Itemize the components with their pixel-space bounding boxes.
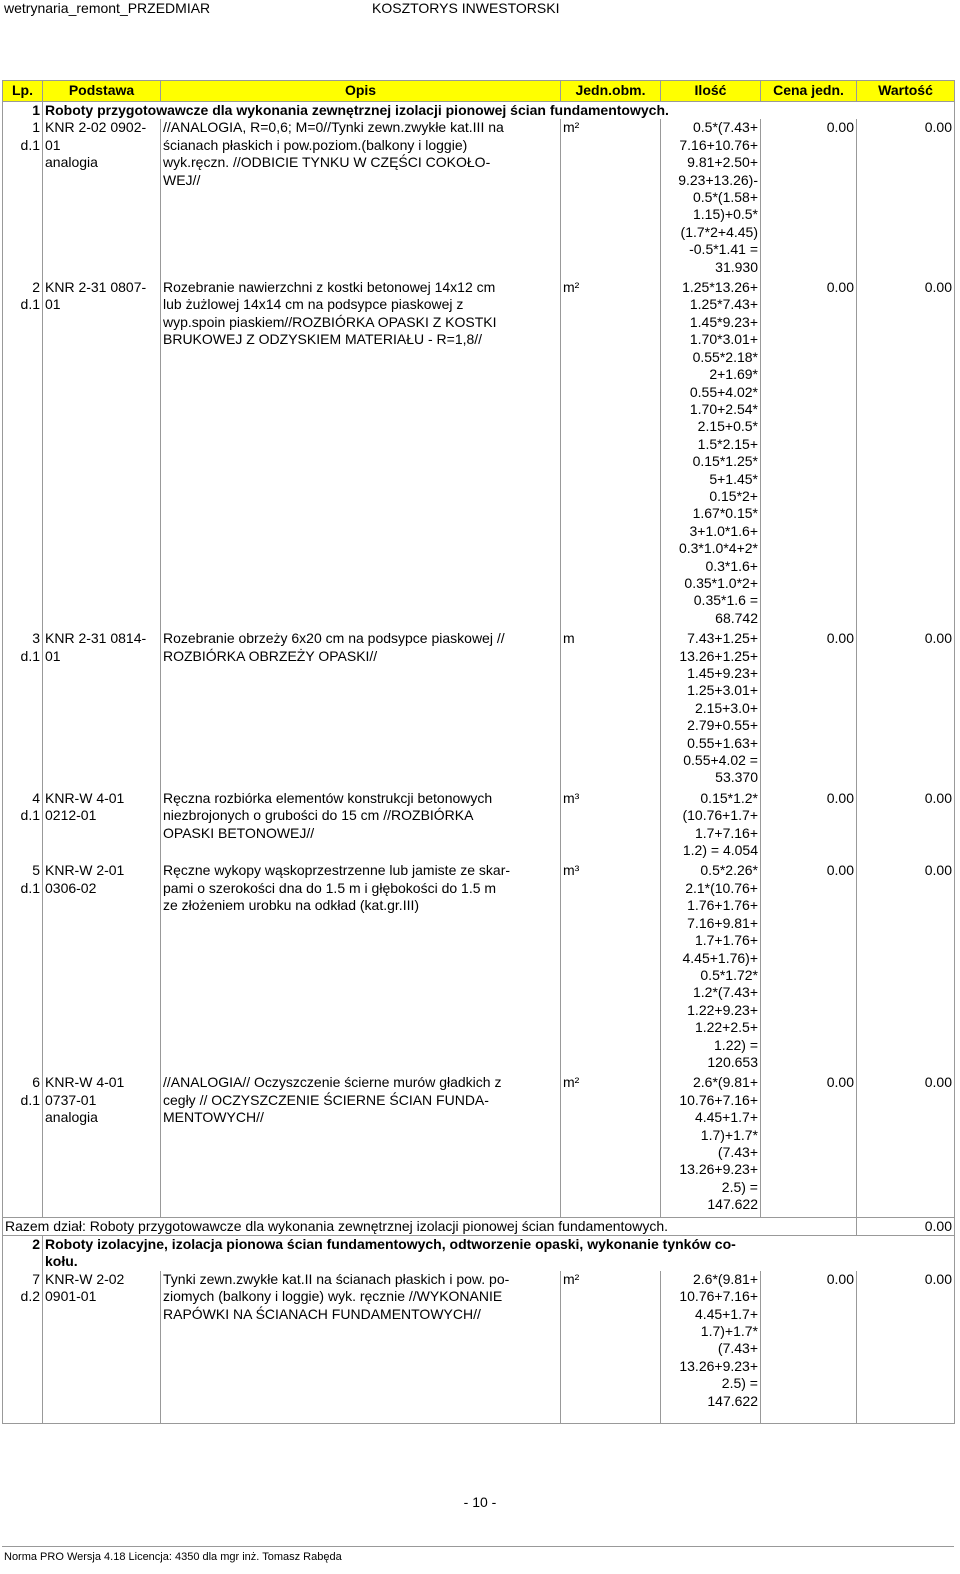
table-row — [3, 790, 955, 863]
item-unit: m² — [561, 1074, 661, 1217]
table-row — [3, 630, 955, 790]
item-quantity: 7.43+1.25+ 13.26+1.25+ 1.45+9.23+ 1.25+3.01+ 2.15+3.0+ 2.79+0.55+ 0.55+1.63+ 0.55+4.02 = 53.370 — [661, 630, 761, 790]
table-end-row — [3, 1413, 955, 1424]
section-total-value: 0.00 — [857, 1217, 955, 1235]
section-total-label: Razem dział: Roboty przygotowawcze dla wykonania zewnętrznej izolacji pionowej ścian fundamentowych. — [3, 1217, 857, 1235]
item-lp: 1 d.1 — [3, 119, 43, 279]
document-name: wetrynaria_remont_PRZEDMIAR — [4, 0, 211, 16]
item-basis: KNR-W 2-01 0306-02 — [43, 862, 161, 1074]
item-quantity: 1.25*13.26+ 1.25*7.43+ 1.45*9.23+ 1.70*3.01+ 0.55*2.18* 2+1.69* 0.55+4.02* 1.70+2.54* 2.15+0.5* 1.5*2.15+ 0.15*1.25* 5+1.45* 0.15*2+ 1.67*0.15* 3+1.0*1.6+ 0.3*1.0*4+2* 0.3*1.6+ 0.35*1.0*2+ 0.35*1.6 = 68.742 — [661, 279, 761, 630]
item-quantity: 0.5*2.26* 2.1*(10.76+ 1.76+1.76+ 7.16+9.81+ 1.7+1.76+ 4.45+1.76)+ 0.5*1.72* 1.2*(7.43+ 1.22+9.23+ 1.22+2.5+ 1.22) = 120.653 — [661, 862, 761, 1074]
item-value: 0.00 — [857, 119, 955, 279]
item-description: Rozebranie nawierzchni z kostki betonowej 14x12 cm lub żużlowej 14x14 cm na podsypce piaskowej z wyp.spoin piaskiem//ROZBIÓRKA OPASKI Z KOSTKI BRUKOWEJ Z ODZYSKIEM MATERIAŁU - R=1,8// — [161, 279, 561, 630]
section-title: Roboty izolacyjne, izolacja pionowa ścian fundamentowych, odtworzenie opaski, wykonanie tynków co- kołu. — [43, 1236, 955, 1271]
item-basis: KNR-W 4-01 0737-01 analogia — [43, 1074, 161, 1217]
item-quantity: 2.6*(9.81+ 10.76+7.16+ 4.45+1.7+ 1.7)+1.7* (7.43+ 13.26+9.23+ 2.5) = 147.622 — [661, 1271, 761, 1413]
item-quantity: 2.6*(9.81+ 10.76+7.16+ 4.45+1.7+ 1.7)+1.7* (7.43+ 13.26+9.23+ 2.5) = 147.622 — [661, 1074, 761, 1217]
section2-items — [3, 1271, 955, 1413]
item-value: 0.00 — [857, 630, 955, 790]
item-unit: m³ — [561, 790, 661, 863]
item-unit-price: 0.00 — [761, 630, 857, 790]
col-cena: Cena jedn. — [761, 81, 857, 102]
section1-items — [3, 119, 955, 1217]
item-description: //ANALOGIA// Oczyszczenie ścierne murów gładkich z cegły // OCZYSZCZENIE ŚCIERNE ŚCIAN FUNDA- MENTOWYCH// — [161, 1074, 561, 1217]
table-row — [3, 862, 955, 1074]
item-unit-price: 0.00 — [761, 279, 857, 630]
item-unit: m³ — [561, 862, 661, 1074]
item-unit-price: 0.00 — [761, 862, 857, 1074]
section-total-row — [3, 1217, 955, 1235]
item-basis: KNR 2-31 0814- 01 — [43, 630, 161, 790]
col-wartosc: Wartość — [857, 81, 955, 102]
item-quantity: 0.5*(7.43+ 7.16+10.76+ 9.81+2.50+ 9.23+13.26)- 0.5*(1.58+ 1.15)+0.5* (1.7*2+4.45) -0.5*1.41 = 31.930 — [661, 119, 761, 279]
section-title: Roboty przygotowawcze dla wykonania zewnętrznej izolacji pionowej ścian fundamentowych. — [43, 102, 955, 120]
col-jedn: Jedn.obm. — [561, 81, 661, 102]
item-unit-price: 0.00 — [761, 1074, 857, 1217]
item-description: Tynki zewn.zwykłe kat.II na ścianach płaskich i pow. po- ziomych (balkony i loggie) wyk. ręcznie //WYKONANIE RAPÓWKI NA ŚCIANACH FUNDAMENTOWYCH// — [161, 1271, 561, 1413]
item-basis: KNR-W 2-02 0901-01 — [43, 1271, 161, 1413]
item-unit-price: 0.00 — [761, 1271, 857, 1413]
item-unit-price: 0.00 — [761, 790, 857, 863]
section-row — [3, 102, 955, 120]
item-unit-price: 0.00 — [761, 119, 857, 279]
section-number: 1 — [3, 102, 43, 120]
footer-divider — [2, 1546, 954, 1547]
item-unit: m² — [561, 279, 661, 630]
item-value: 0.00 — [857, 1271, 955, 1413]
item-basis: KNR 2-02 0902- 01 analogia — [43, 119, 161, 279]
table-header-row — [3, 81, 955, 102]
item-value: 0.00 — [857, 1074, 955, 1217]
item-basis: KNR 2-31 0807- 01 — [43, 279, 161, 630]
table-row — [3, 279, 955, 630]
cost-table — [2, 80, 955, 1424]
col-opis: Opis — [161, 81, 561, 102]
item-unit: m² — [561, 119, 661, 279]
license-note: Norma PRO Wersja 4.18 Licencja: 4350 dla mgr inż. Tomasz Rabęda — [4, 1551, 342, 1563]
item-value: 0.00 — [857, 790, 955, 863]
document-type: KOSZTORYS INWESTORSKI — [372, 0, 560, 16]
item-lp: 7 d.2 — [3, 1271, 43, 1413]
col-podstawa: Podstawa — [43, 81, 161, 102]
section-number: 2 — [3, 1236, 43, 1271]
item-description: //ANALOGIA, R=0,6; M=0//Tynki zewn.zwykłe kat.III na ścianach płaskich i pow.poziom.(balkony i loggie) wyk.ręczn. //ODBICIE TYNKU W CZĘŚCI COKOŁO- WEJ// — [161, 119, 561, 279]
item-value: 0.00 — [857, 279, 955, 630]
table-row — [3, 1271, 955, 1413]
table-row — [3, 119, 955, 279]
table-row — [3, 1074, 955, 1217]
item-lp: 4 d.1 — [3, 790, 43, 863]
page-number: - 10 - — [463, 1494, 497, 1510]
item-lp: 5 d.1 — [3, 862, 43, 1074]
item-unit: m — [561, 630, 661, 790]
item-description: Ręczna rozbiórka elementów konstrukcji betonowych niezbrojonych o grubości do 15 cm //ROZBIÓRKA OPASKI BETONOWEJ// — [161, 790, 561, 863]
item-description: Rozebranie obrzeży 6x20 cm na podsypce piaskowej // ROZBIÓRKA OBRZEŻY OPASKI// — [161, 630, 561, 790]
item-lp: 2 d.1 — [3, 279, 43, 630]
section-row — [3, 1236, 955, 1271]
item-lp: 6 d.1 — [3, 1074, 43, 1217]
item-unit: m² — [561, 1271, 661, 1413]
item-quantity: 0.15*1.2* (10.76+1.7+ 1.7+7.16+ 1.2) = 4.054 — [661, 790, 761, 863]
item-basis: KNR-W 4-01 0212-01 — [43, 790, 161, 863]
col-lp: Lp. — [3, 81, 43, 102]
item-value: 0.00 — [857, 862, 955, 1074]
item-description: Ręczne wykopy wąskoprzestrzenne lub jamiste ze skar- pami o szerokości dna do 1.5 m i głębokości do 1.5 m ze złożeniem urobku na odkład (kat.gr.III) — [161, 862, 561, 1074]
item-lp: 3 d.1 — [3, 630, 43, 790]
col-ilosc: Ilość — [661, 81, 761, 102]
